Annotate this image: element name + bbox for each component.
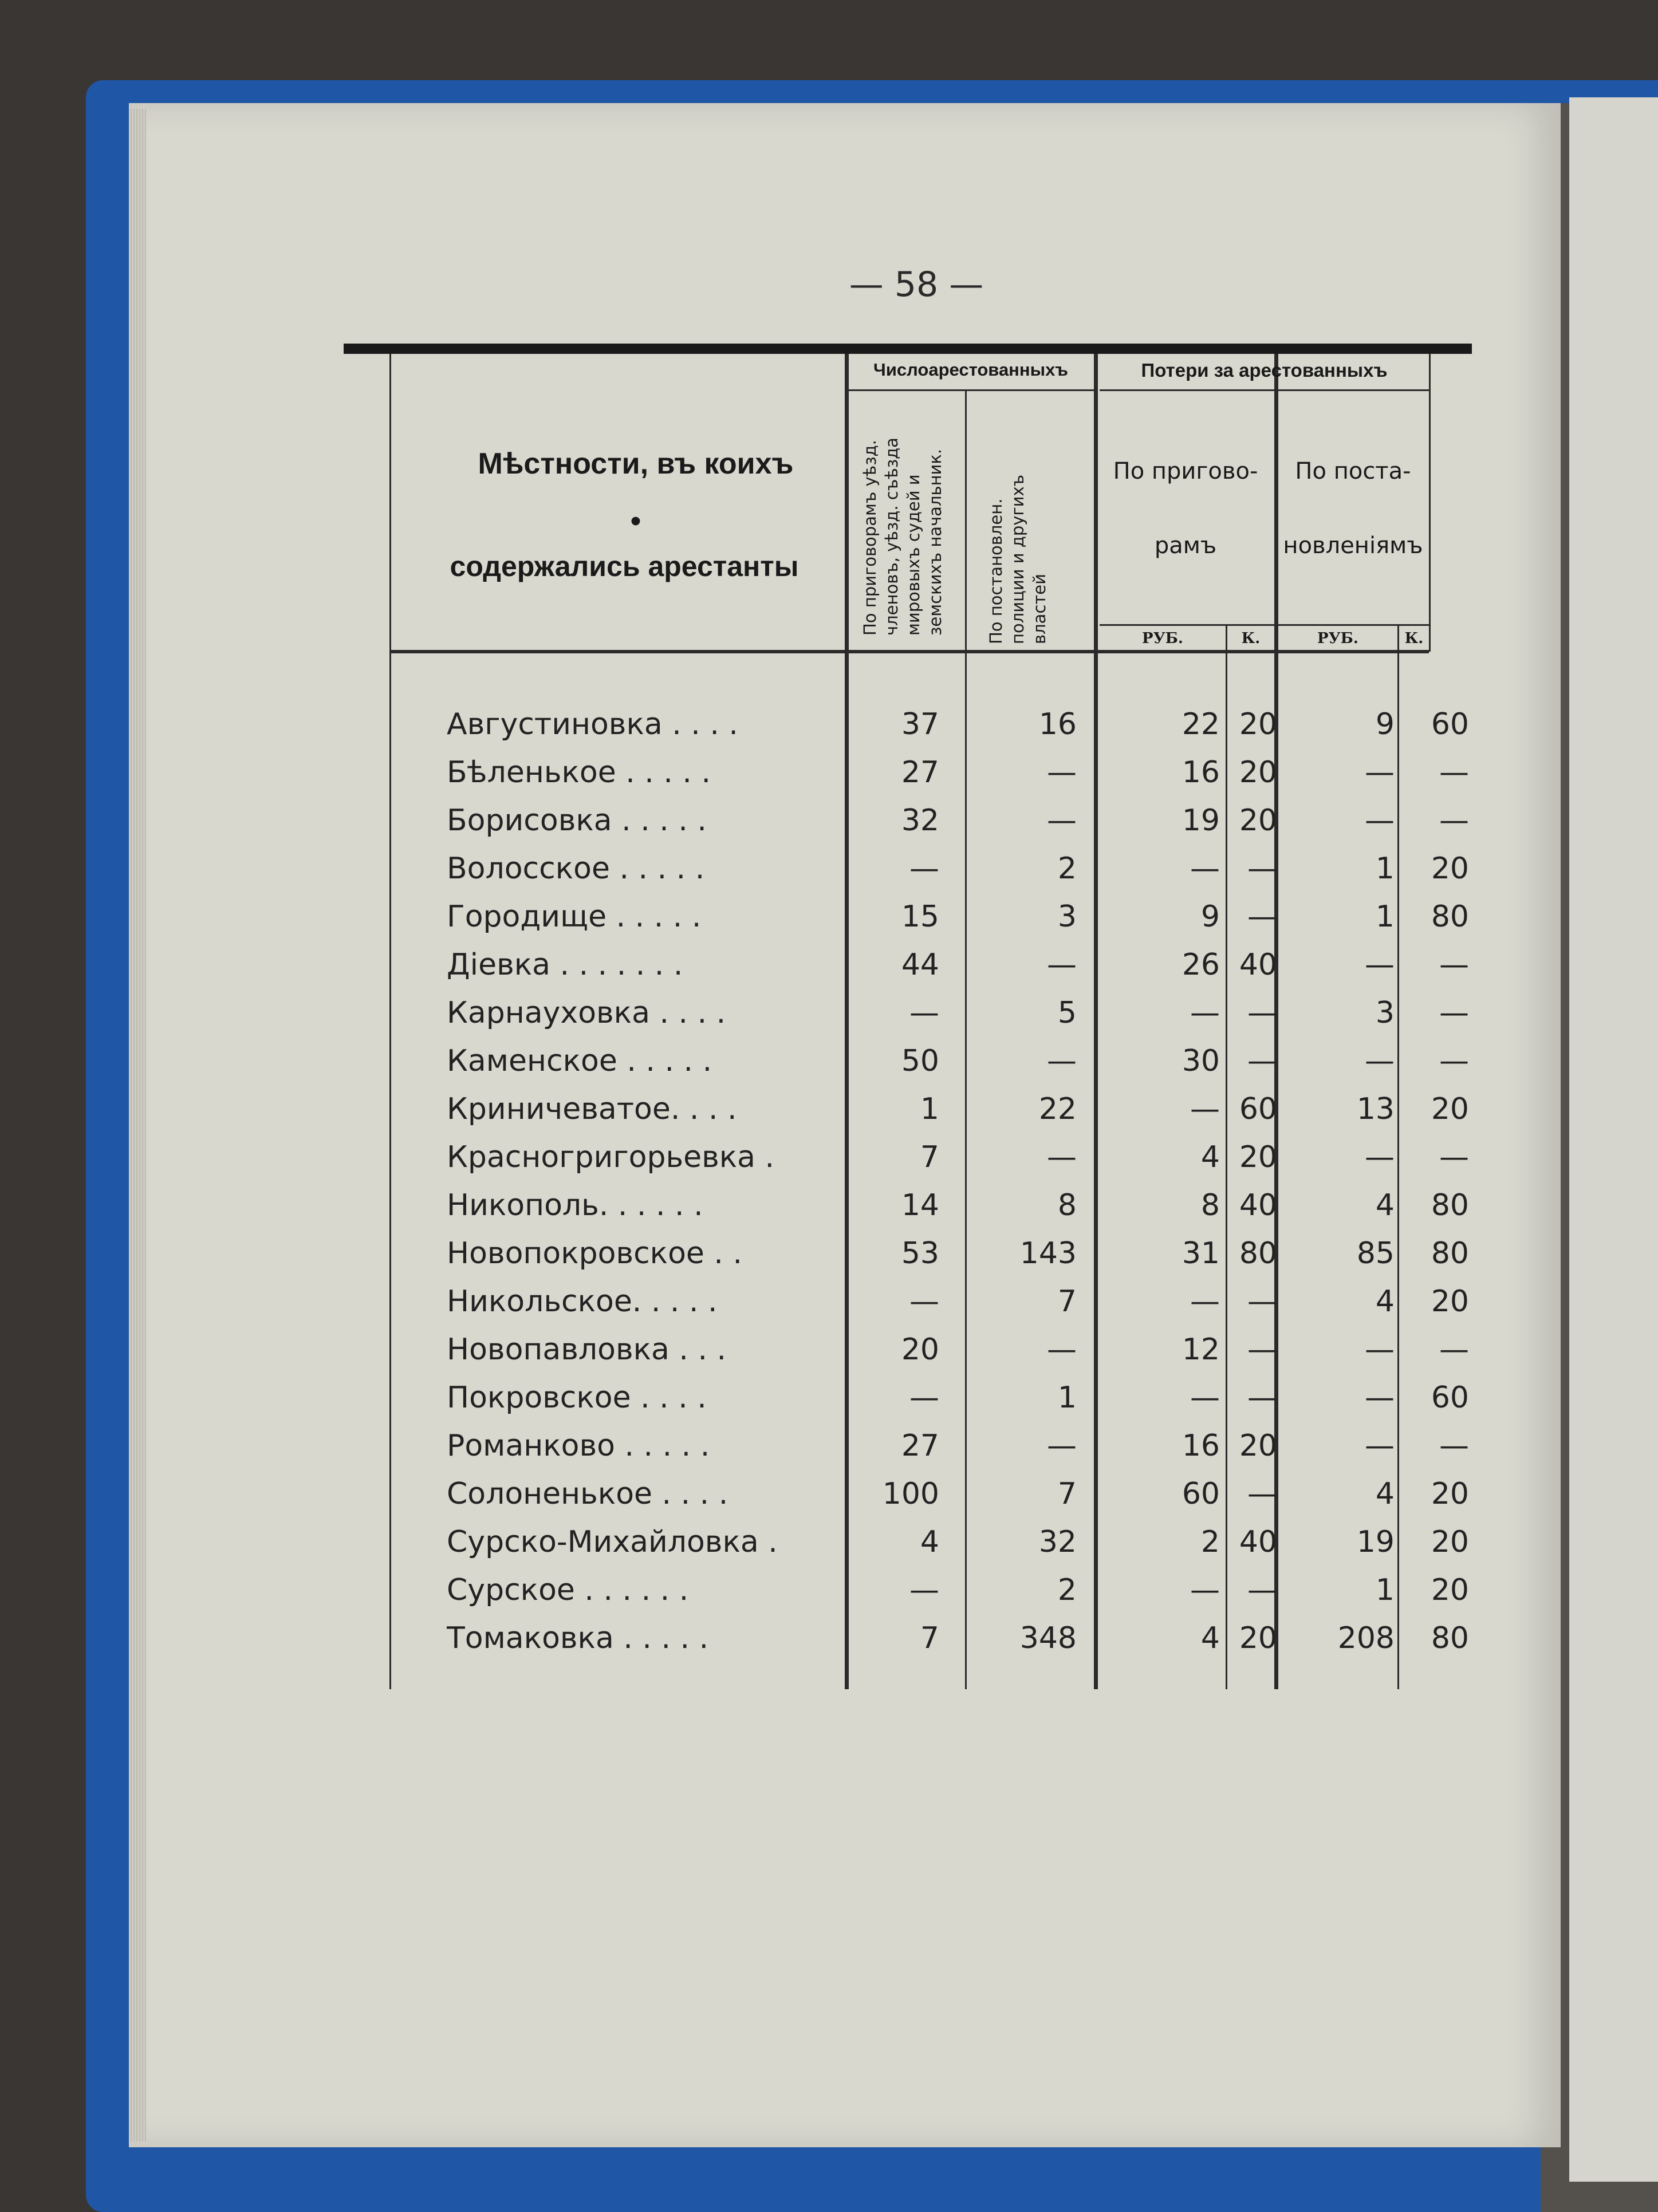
header-locality-line2: содержались арестанты (450, 550, 799, 582)
loss-resolutions-kop: — (1439, 1429, 1469, 1463)
loss-sentences-rub: — (1190, 851, 1220, 886)
arrested-by-resolutions: 8 (1057, 1188, 1077, 1223)
header-col-sentences: По приговорамъ уѣзд. членовъ, уѣзд. съѣзда мировыхъ судей и земскихъ начальник. (860, 437, 945, 636)
page-number: — 58 — (849, 265, 984, 305)
arrested-by-sentences: — (909, 851, 939, 886)
loss-sentences-rub: 8 (1200, 1188, 1220, 1223)
loss-resolutions-rub: — (1365, 1381, 1395, 1415)
table-row (344, 1324, 1472, 1375)
header-unit-rub-1: РУБ. (1142, 630, 1183, 647)
locality-name: Діевка . . . . . . . (447, 948, 683, 982)
loss-resolutions-kop: — (1439, 803, 1469, 838)
header-by-sentences-1: По пригово- (1113, 458, 1258, 484)
header-unit-kop-1: К. (1241, 630, 1261, 647)
locality-name: Новопавловка . . . (447, 1332, 727, 1367)
table-row (344, 1083, 1472, 1135)
arrested-group-rule (845, 389, 1097, 391)
loss-sentences-rub: 26 (1182, 948, 1220, 982)
loss-resolutions-rub: — (1365, 1044, 1395, 1078)
loss-sentences-rub: 4 (1200, 1621, 1220, 1655)
arrested-by-resolutions: 2 (1057, 851, 1077, 886)
loss-resolutions-kop: — (1439, 996, 1469, 1030)
loss-sentences-rub: 30 (1182, 1044, 1220, 1078)
table-row (344, 1468, 1472, 1520)
table-row (344, 1372, 1472, 1424)
loss-sentences-rub: 9 (1200, 900, 1220, 934)
loss-resolutions-rub: — (1365, 755, 1395, 790)
loss-resolutions-kop: 60 (1431, 707, 1469, 742)
table-row (344, 891, 1472, 943)
arrested-by-resolutions: — (1047, 948, 1077, 982)
arrested-by-sentences: — (909, 1381, 939, 1415)
loss-sentences-kop: — (1247, 1044, 1277, 1078)
arrested-by-sentences: 1 (920, 1092, 939, 1126)
loss-sentences-rub: 16 (1182, 755, 1220, 790)
header-by-resolutions-2: новленіямъ (1283, 533, 1423, 559)
loss-resolutions-rub: 3 (1375, 996, 1395, 1030)
loss-resolutions-rub: 85 (1356, 1236, 1395, 1271)
header-by-sentences-2: рамъ (1154, 533, 1217, 559)
loss-sentences-rub: 12 (1182, 1332, 1220, 1367)
table-row (344, 1180, 1472, 1231)
arrested-by-resolutions: 143 (1019, 1236, 1077, 1271)
loss-resolutions-kop: 80 (1431, 1236, 1469, 1271)
arrested-by-sentences: 7 (920, 1140, 939, 1174)
arrested-by-sentences: — (909, 996, 939, 1030)
units-rule (1100, 624, 1429, 626)
loss-resolutions-kop: 20 (1431, 1573, 1469, 1607)
loss-sentences-rub: — (1190, 1092, 1220, 1126)
arrested-by-resolutions: — (1047, 803, 1077, 838)
loss-resolutions-rub: 9 (1375, 707, 1395, 742)
locality-name: Волосское . . . . . (447, 851, 705, 886)
arrested-by-resolutions: 7 (1057, 1477, 1077, 1511)
loss-resolutions-rub: 1 (1375, 851, 1395, 886)
loss-resolutions-kop: 20 (1431, 851, 1469, 886)
arrested-by-sentences: 37 (901, 707, 939, 742)
locality-name: Карнауховка . . . . (447, 996, 726, 1030)
loss-sentences-kop: 80 (1239, 1236, 1277, 1271)
arrested-by-resolutions: 3 (1057, 900, 1077, 934)
loss-resolutions-rub: 4 (1375, 1284, 1395, 1319)
loss-sentences-rub: — (1190, 1381, 1220, 1415)
table-right-border (1429, 354, 1431, 652)
locality-name: Новопокровское . . (447, 1236, 742, 1271)
table-row (344, 1564, 1472, 1616)
loss-resolutions-rub: — (1365, 948, 1395, 982)
loss-sentences-kop: 40 (1239, 948, 1277, 982)
loss-sentences-kop: 60 (1239, 1092, 1277, 1126)
locality-name: Борисовка . . . . . (447, 803, 707, 838)
loss-resolutions-kop: — (1439, 948, 1469, 982)
locality-name: Никольское. . . . . (447, 1284, 718, 1319)
loss-sentences-kop: — (1247, 1332, 1277, 1367)
table-row (344, 1612, 1472, 1664)
header-losses-group: Потери за арестованныхъ (1141, 360, 1388, 381)
loss-resolutions-kop: 20 (1431, 1092, 1469, 1126)
arrested-by-sentences: 32 (901, 803, 939, 838)
header-arrested-group: Числоарестованныхъ (873, 360, 1068, 380)
table-row (344, 1228, 1472, 1279)
table-row (344, 747, 1472, 798)
page-edges (129, 109, 146, 2142)
loss-sentences-rub: 4 (1200, 1140, 1220, 1174)
arrested-by-sentences: — (909, 1284, 939, 1319)
locality-name: Бѣленькое . . . . . (447, 755, 711, 790)
arrested-by-resolutions: — (1047, 1044, 1077, 1078)
loss-resolutions-kop: 80 (1431, 1188, 1469, 1223)
header-col-resolutions: По постановлен. полиции и другихъ властей (986, 474, 1049, 644)
loss-sentences-kop: — (1247, 900, 1277, 934)
arrested-by-resolutions: — (1047, 1332, 1077, 1367)
arrested-by-resolutions: — (1047, 1140, 1077, 1174)
loss-resolutions-rub: 1 (1375, 900, 1395, 934)
arrested-by-resolutions: 22 (1038, 1092, 1077, 1126)
header-locality-line1: Мѣстности, въ коихъ (478, 447, 794, 480)
header-unit-kop-2: К. (1404, 630, 1424, 647)
loss-resolutions-kop: — (1439, 1044, 1469, 1078)
loss-resolutions-rub: — (1365, 1429, 1395, 1463)
loss-sentences-kop: 20 (1239, 707, 1277, 742)
loss-sentences-kop: 20 (1239, 1140, 1277, 1174)
table-row (344, 939, 1472, 991)
loss-resolutions-rub: 1 (1375, 1573, 1395, 1607)
loss-sentences-rub: — (1190, 996, 1220, 1030)
loss-sentences-kop: 20 (1239, 755, 1277, 790)
arrested-by-resolutions: — (1047, 1429, 1077, 1463)
loss-sentences-rub: 31 (1182, 1236, 1220, 1271)
loss-sentences-kop: 40 (1239, 1525, 1277, 1559)
loss-resolutions-rub: 13 (1356, 1092, 1395, 1126)
loss-sentences-kop: 20 (1239, 1429, 1277, 1463)
loss-resolutions-kop: 20 (1431, 1284, 1469, 1319)
table-row (344, 699, 1472, 750)
locality-name: Сурско-Михайловка . (447, 1525, 778, 1559)
locality-name: Сурское . . . . . . (447, 1573, 689, 1607)
arrested-by-resolutions: — (1047, 755, 1077, 790)
locality-name: Каменское . . . . . (447, 1044, 712, 1078)
loss-sentences-rub: — (1190, 1284, 1220, 1319)
loss-sentences-kop: 20 (1239, 803, 1277, 838)
arrested-by-sentences: 50 (901, 1044, 939, 1078)
loss-sentences-kop: — (1247, 851, 1277, 886)
loss-sentences-rub: 16 (1182, 1429, 1220, 1463)
loss-resolutions-kop: — (1439, 1140, 1469, 1174)
loss-sentences-kop: — (1247, 1284, 1277, 1319)
loss-sentences-rub: 22 (1182, 707, 1220, 742)
table-row (344, 1131, 1472, 1183)
loss-resolutions-rub: 208 (1337, 1621, 1395, 1655)
arrested-by-sentences: 27 (901, 755, 939, 790)
arrested-by-sentences: 4 (920, 1525, 939, 1559)
arrested-by-sentences: 100 (882, 1477, 939, 1511)
loss-resolutions-rub: — (1365, 1332, 1395, 1367)
loss-sentences-kop: — (1247, 996, 1277, 1030)
loss-sentences-kop: 40 (1239, 1188, 1277, 1223)
arrested-by-sentences: 27 (901, 1429, 939, 1463)
table-row (344, 1276, 1472, 1327)
arrested-by-sentences: 20 (901, 1332, 939, 1367)
loss-sentences-rub: 19 (1182, 803, 1220, 838)
loss-resolutions-kop: 60 (1431, 1381, 1469, 1415)
arrested-by-resolutions: 2 (1057, 1573, 1077, 1607)
loss-resolutions-kop: — (1439, 755, 1469, 790)
arrested-by-sentences: 7 (920, 1621, 939, 1655)
loss-sentences-rub: 2 (1200, 1525, 1220, 1559)
table-row (344, 843, 1472, 894)
locality-name: Покровское . . . . (447, 1381, 707, 1415)
loss-sentences-kop: — (1247, 1573, 1277, 1607)
arrested-by-sentences: 14 (901, 1188, 939, 1223)
loss-sentences-kop: — (1247, 1477, 1277, 1511)
table-row (344, 1035, 1472, 1087)
locality-name: Городище . . . . . (447, 900, 702, 934)
loss-resolutions-kop: 20 (1431, 1477, 1469, 1511)
opposite-page (1569, 97, 1658, 2182)
header-unit-rub-2: РУБ. (1317, 630, 1358, 647)
loss-resolutions-kop: — (1439, 1332, 1469, 1367)
arrested-by-resolutions: 7 (1057, 1284, 1077, 1319)
top-rule (344, 344, 1472, 354)
arrested-by-sentences: 53 (901, 1236, 939, 1271)
loss-resolutions-kop: 80 (1431, 1621, 1469, 1655)
loss-resolutions-rub: 19 (1356, 1525, 1395, 1559)
arrested-by-resolutions: 348 (1019, 1621, 1077, 1655)
locality-name: Красногригорьевка . (447, 1140, 775, 1174)
loss-resolutions-rub: — (1365, 803, 1395, 838)
arrested-by-sentences: 44 (901, 948, 939, 982)
arrested-by-sentences: 15 (901, 900, 939, 934)
locality-name: Томаковка . . . . . (447, 1621, 709, 1655)
loss-sentences-rub: 60 (1182, 1477, 1220, 1511)
arrested-by-resolutions: 1 (1057, 1381, 1077, 1415)
header-bottom-rule (389, 650, 1429, 653)
arrested-by-resolutions: 5 (1057, 996, 1077, 1030)
losses-group-rule (1100, 389, 1429, 391)
header-bullet: • (630, 504, 641, 538)
loss-resolutions-kop: 20 (1431, 1525, 1469, 1559)
arrested-by-resolutions: 16 (1038, 707, 1077, 742)
locality-name: Никополь. . . . . . (447, 1188, 703, 1223)
arrested-by-sentences: — (909, 1573, 939, 1607)
table-row (344, 987, 1472, 1039)
locality-name: Солоненькое . . . . (447, 1477, 728, 1511)
loss-resolutions-rub: 4 (1375, 1188, 1395, 1223)
header-by-resolutions-1: По поста- (1295, 458, 1411, 484)
locality-name: Романково . . . . . (447, 1429, 710, 1463)
loss-resolutions-kop: 80 (1431, 900, 1469, 934)
loss-sentences-rub: — (1190, 1573, 1220, 1607)
table-row (344, 1516, 1472, 1568)
locality-name: Августиновка . . . . (447, 707, 738, 742)
locality-name: Криничеватое. . . . (447, 1092, 737, 1126)
loss-sentences-kop: — (1247, 1381, 1277, 1415)
arrested-by-resolutions: 32 (1038, 1525, 1077, 1559)
loss-sentences-kop: 20 (1239, 1621, 1277, 1655)
loss-resolutions-rub: — (1365, 1140, 1395, 1174)
loss-resolutions-rub: 4 (1375, 1477, 1395, 1511)
table-row (344, 1420, 1472, 1472)
table-row (344, 795, 1472, 846)
